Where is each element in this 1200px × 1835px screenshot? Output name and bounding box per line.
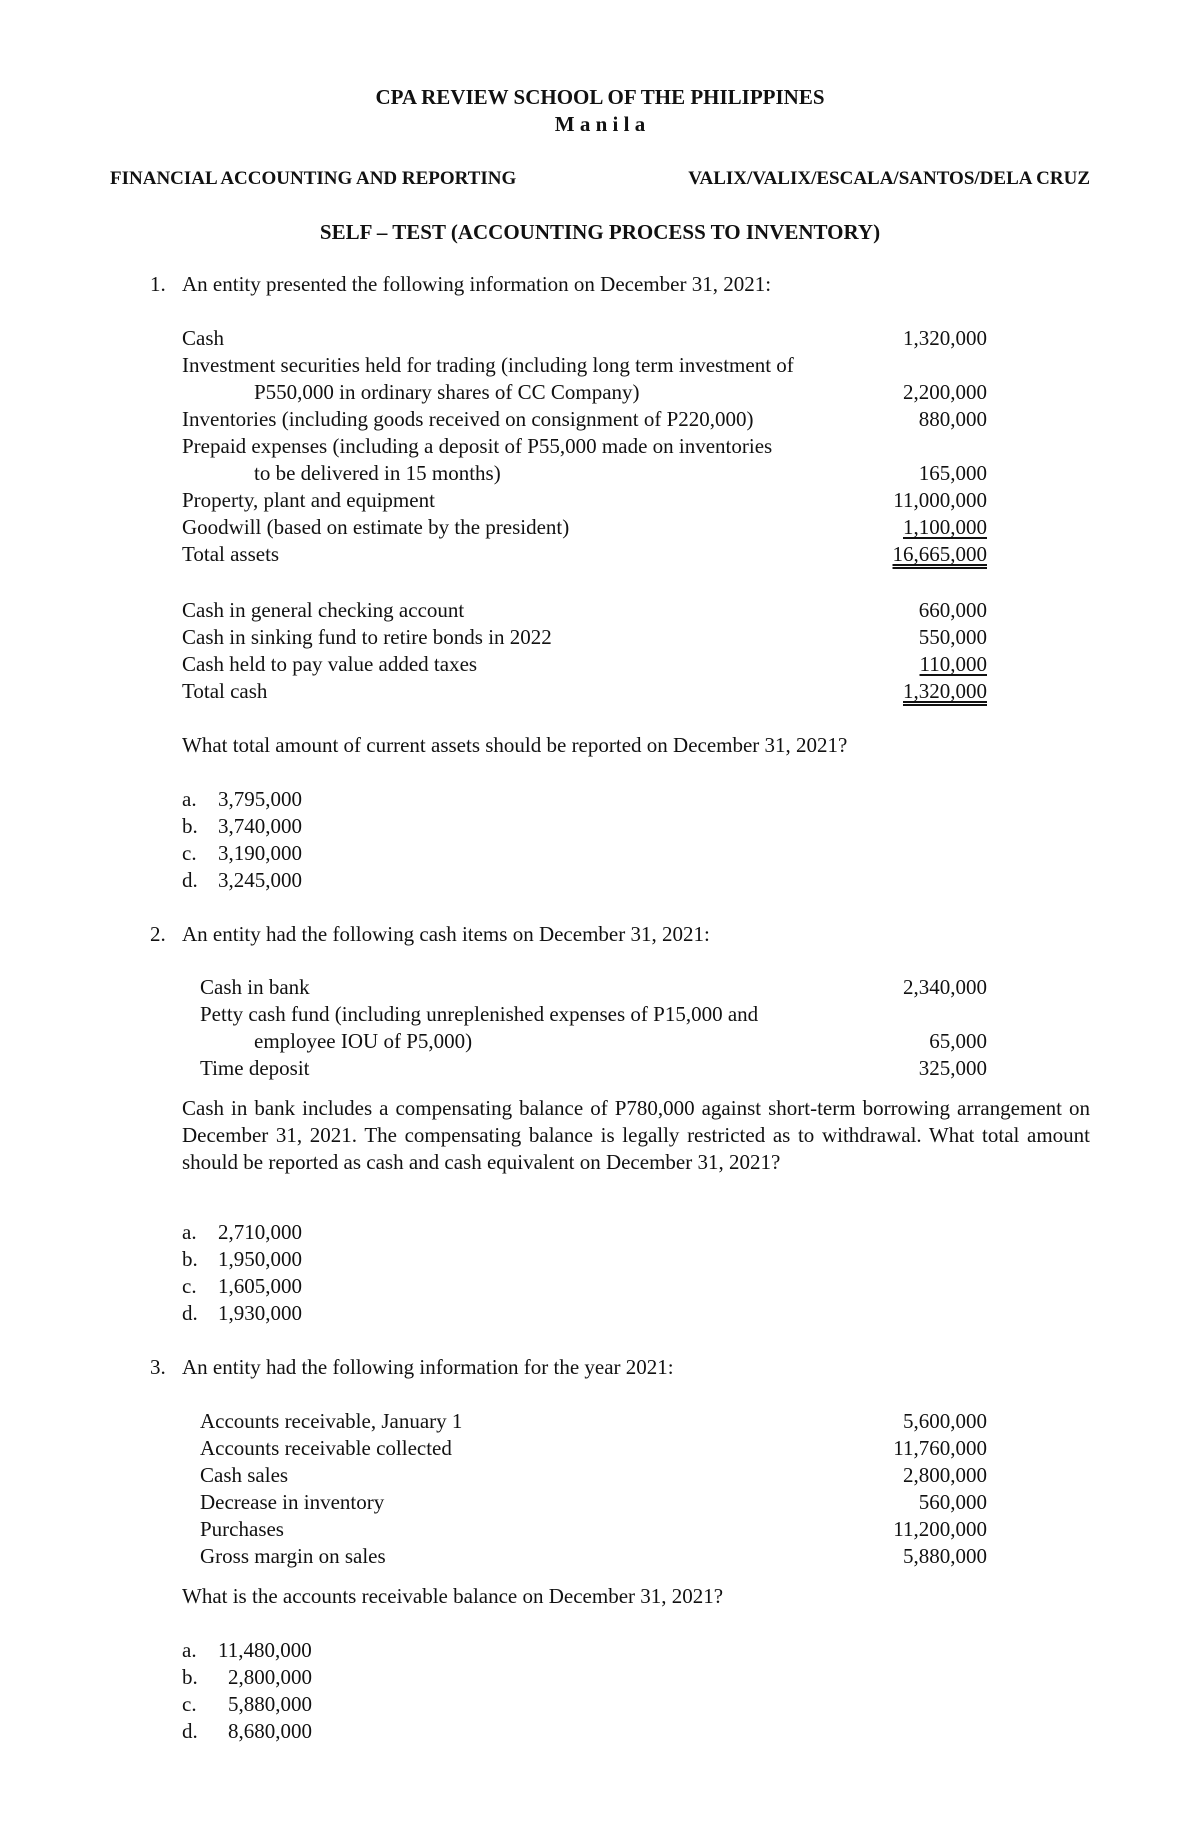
row-label: Accounts receivable, January 1 — [200, 1409, 463, 1433]
question-number: 1. — [150, 272, 166, 296]
subject: FINANCIAL ACCOUNTING AND REPORTING — [110, 168, 517, 189]
row-label: Property, plant and equipment — [182, 488, 435, 512]
table-row — [182, 487, 987, 514]
row-label: Purchases — [200, 1517, 284, 1541]
row-amount: 11,000,000 — [893, 488, 987, 512]
row-amount: 325,000 — [918, 1056, 987, 1080]
row-label: Cash in general checking account — [182, 598, 465, 622]
row-label: P550,000 in ordinary shares of CC Company) — [254, 380, 640, 404]
question-text: What total amount of current assets should be reported on December 31, 2021? — [182, 733, 848, 757]
test-title: SELF – TEST (ACCOUNTING PROCESS TO INVENTORY) — [319, 220, 881, 244]
row-label: Investment securities held for trading (including long term investment of — [182, 353, 794, 377]
table-row-total — [182, 541, 987, 568]
row-label: Goodwill (based on estimate by the president) — [182, 515, 570, 539]
table-row — [200, 1516, 987, 1543]
table-row — [200, 974, 987, 1001]
row-label: to be delivered in 15 months) — [254, 461, 501, 485]
row-label: Cash in bank — [200, 975, 310, 999]
table-row — [182, 514, 987, 541]
row-amount: 1,320,000 — [903, 679, 987, 703]
city: M a n i l a — [554, 112, 646, 136]
row-amount: 1,320,000 — [903, 326, 987, 350]
row-label: Petty cash fund (including unreplenished expenses of P15,000 and — [200, 1002, 759, 1026]
school-name: CPA REVIEW SCHOOL OF THE PHILIPPINES — [375, 85, 825, 109]
question-number: 3. — [150, 1355, 166, 1379]
question-text: What is the accounts receivable balance on December 31, 2021? — [182, 1584, 724, 1608]
row-label: Gross margin on sales — [200, 1544, 386, 1568]
row-amount: 2,200,000 — [903, 380, 987, 404]
row-amount: 560,000 — [918, 1490, 987, 1514]
row-amount: 11,760,000 — [893, 1436, 987, 1460]
question-intro: An entity had the following cash items on December 31, 2021: — [182, 922, 710, 946]
table-row — [200, 1055, 987, 1082]
table-row — [182, 597, 987, 624]
table-row — [182, 460, 987, 487]
table-row — [200, 1543, 987, 1570]
row-label: Cash in sinking fund to retire bonds in 2022 — [182, 625, 552, 649]
row-amount: 550,000 — [918, 625, 987, 649]
row-amount: 660,000 — [918, 598, 987, 622]
question-intro: An entity had the following information for the year 2021: — [182, 1355, 674, 1379]
row-label: Time deposit — [200, 1056, 310, 1080]
table-row — [200, 1001, 987, 1028]
row-label: Total cash — [182, 679, 268, 703]
row-amount: 110,000 — [919, 652, 987, 676]
question-number: 2. — [150, 922, 166, 946]
table-row — [182, 433, 987, 460]
table-row-total — [182, 678, 987, 705]
row-amount: 1,100,000 — [903, 515, 987, 539]
table-row — [182, 651, 987, 678]
table-row — [182, 352, 987, 379]
row-label: Cash — [182, 326, 224, 350]
row-label: Accounts receivable collected — [200, 1436, 452, 1460]
table-row — [200, 1435, 987, 1462]
row-amount: 2,340,000 — [903, 975, 987, 999]
row-amount: 5,600,000 — [903, 1409, 987, 1433]
question-paragraph: Cash in bank includes a compensating balance of P780,000 against short-term borrowing arrangement on December 31, 2021. The compensating balance is legally restricted as to withdrawal. What total amount should be reported as cash and cash equivalent on December 31, 2021? — [182, 1096, 1090, 1174]
table-row — [182, 379, 987, 406]
authors: VALIX/VALIX/ESCALA/SANTOS/DELA CRUZ — [688, 168, 1090, 189]
row-label: Decrease in inventory — [200, 1490, 385, 1514]
row-label: Prepaid expenses (including a deposit of P55,000 made on inventories — [182, 434, 773, 458]
table-row — [200, 1408, 987, 1435]
row-label: Cash held to pay value added taxes — [182, 652, 478, 676]
row-amount: 165,000 — [918, 461, 987, 485]
table-row — [182, 624, 987, 651]
table-row — [182, 406, 987, 433]
table-row — [182, 325, 987, 352]
table-row — [200, 1028, 987, 1055]
row-amount: 5,880,000 — [903, 1544, 987, 1568]
row-amount: 880,000 — [918, 407, 987, 431]
row-amount: 65,000 — [929, 1029, 987, 1053]
row-label: Total assets — [182, 542, 280, 566]
table-row — [200, 1489, 987, 1516]
row-amount: 16,665,000 — [892, 542, 987, 566]
row-amount: 2,800,000 — [903, 1463, 987, 1487]
question-intro: An entity presented the following information on December 31, 2021: — [182, 272, 772, 296]
row-amount: 11,200,000 — [893, 1517, 987, 1541]
row-label: Inventories (including goods received on consignment of P220,000) — [182, 407, 754, 431]
row-label: employee IOU of P5,000) — [254, 1029, 473, 1053]
table-row — [200, 1462, 987, 1489]
row-label: Cash sales — [200, 1463, 289, 1487]
